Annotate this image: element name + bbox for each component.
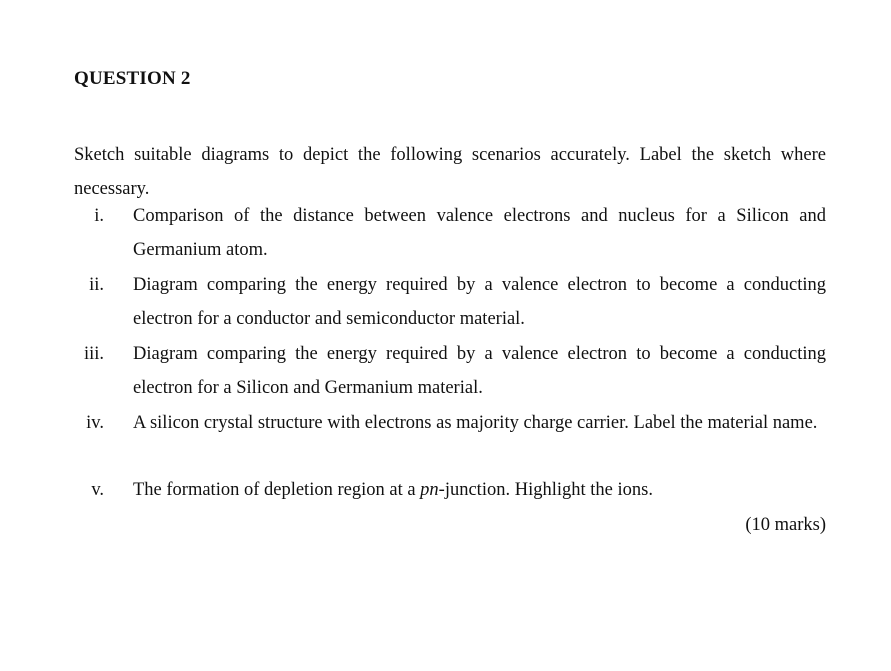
item-number: v. <box>91 480 104 500</box>
question-title: QUESTION 2 <box>74 68 191 89</box>
marks-label: (10 marks) <box>745 515 826 535</box>
question-intro: Sketch suitable diagrams to depict the following scenarios accurately. Label the sketch where necessary. <box>74 145 826 199</box>
item-text: Diagram comparing the energy required by a valence electron to become a conducting electron for a Silicon and Germanium material. <box>133 344 826 398</box>
item-text: Diagram comparing the energy required by a valence electron to become a conducting electron for a conductor and semiconductor material. <box>133 275 826 329</box>
item-text-italic: pn <box>420 480 439 500</box>
item-number: ii. <box>89 275 104 295</box>
item-number: iv. <box>86 413 104 433</box>
list-item <box>74 473 826 507</box>
item-number: i. <box>94 206 104 226</box>
item-text: A silicon crystal structure with electrons as majority charge carrier. Label the material name. <box>133 413 818 433</box>
list-item <box>74 406 826 440</box>
list-item <box>74 199 826 267</box>
item-text: Comparison of the distance between valence electrons and nucleus for a Silicon and Germanium atom. <box>133 206 826 260</box>
item-text-after: -junction. Highlight the ions. <box>438 480 653 500</box>
item-number: iii. <box>83 344 104 364</box>
item-text-before: The formation of depletion region at a <box>133 480 421 500</box>
item-text <box>133 473 826 507</box>
list-item <box>74 337 826 405</box>
list-item <box>74 268 826 336</box>
